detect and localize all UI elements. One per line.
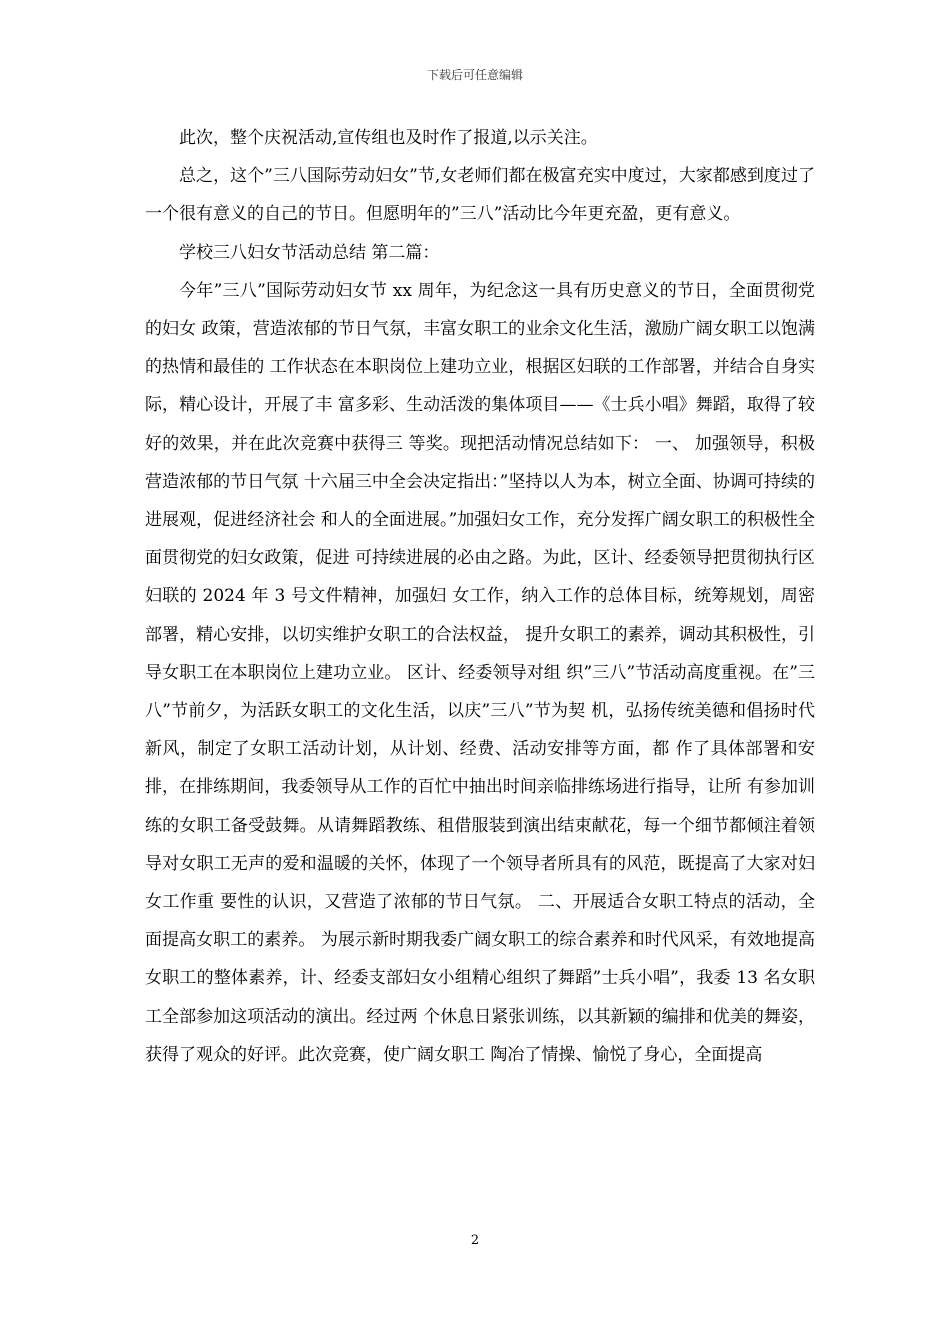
page-header-note: 下载后可任意编辑 [426, 68, 523, 82]
body-paragraph: 此次，整个庆祝活动,宣传组也及时作了报道,以示关注。 [179, 128, 598, 148]
body-paragraph: 今年”三八”国际劳动妇女节 xx 周年，为纪念这一具有历史意义的节日，全面贯彻党的妇女 政策，营造浓郁的节日气氛，丰富女职工的业余文化生活，激励广阔女职工以饱满的热情和最佳的 工作状态在本职岗位上建功立业，根据区妇联的工作部署，并结合自身实际，精心设计，开展了丰 富多彩、生动活泼的集体项目——《士兵小唱》舞蹈，取得了较好的效果，并在此次竞赛中获得三 等奖。现把活动情况总结如下： 一、 加强领导，积极营造浓郁的节日气氛 十六届三中全会决定指出：”坚持以人为本，树立全面、协调可持续的进展观，促进经济社会 和人的全面进展。”加强妇女工作，充分发挥广阔女职工的积极性全面贯彻党的妇女政策，促进 可持续进展的必由之路。为此，区计、经委领导把贯彻执行区妇联的 2024 年 3 号文件精神，加强妇 女工作，纳入工作的总体目标，统筹规划，周密部署，精心安排，以切实维护女职工的合法权益， 提升女职工的素养，调动其积极性，引导女职工在本职岗位上建功立业。 区计、经委领导对组 织”三八”节活动高度重视。在”三八”节前夕，为活跃女职工的文化生活，以庆”三八”节为契 机，弘扬传统美德和倡扬时代新风，制定了女职工活动计划，从计划、经费、活动安排等方面，都 作了具体部署和安排，在排练期间，我委领导从工作的百忙中抽出时间亲临排练场进行指导，让所 有参加训练的女职工备受鼓舞。从请舞蹈教练、租借服装到演出结束献花，每一个细节都倾注着领 导对女职工无声的爱和温暖的关怀，体现了一个领导者所具有的风范，既提高了大家对妇女工作重 要性的认识，又营造了浓郁的节日气氛。 二、开展适合女职工特点的活动，全面提高女职工的素养。 为展示新时期我委广阔女职工的综合素养和时代风采，有效地提高女职工的整体素养，计、经委支部妇女小组精心组织了舞蹈”士兵小唱”，我委 13 名女职工全部参加这项活动的演出。经过两 个休息日紧张训练，以其新颖的编排和优美的舞姿，获得了观众的好评。此次竞赛，使广阔女职工 陶冶了情操、愉悦了身心，全面提高 [145, 280, 815, 1065]
page-number: 2 [470, 1233, 480, 1248]
document-body [145, 119, 815, 1074]
section-heading: 学校三八妇女节活动总结 第二篇： [179, 242, 440, 263]
body-paragraph: 总之，这个”三八国际劳动妇女”节,女老师们都在极富充实中度过，大家都感到度过了一个很有意义的自己的节日。但愿明年的”三八”活动比今年更充盈，更有意义。 [145, 166, 815, 225]
